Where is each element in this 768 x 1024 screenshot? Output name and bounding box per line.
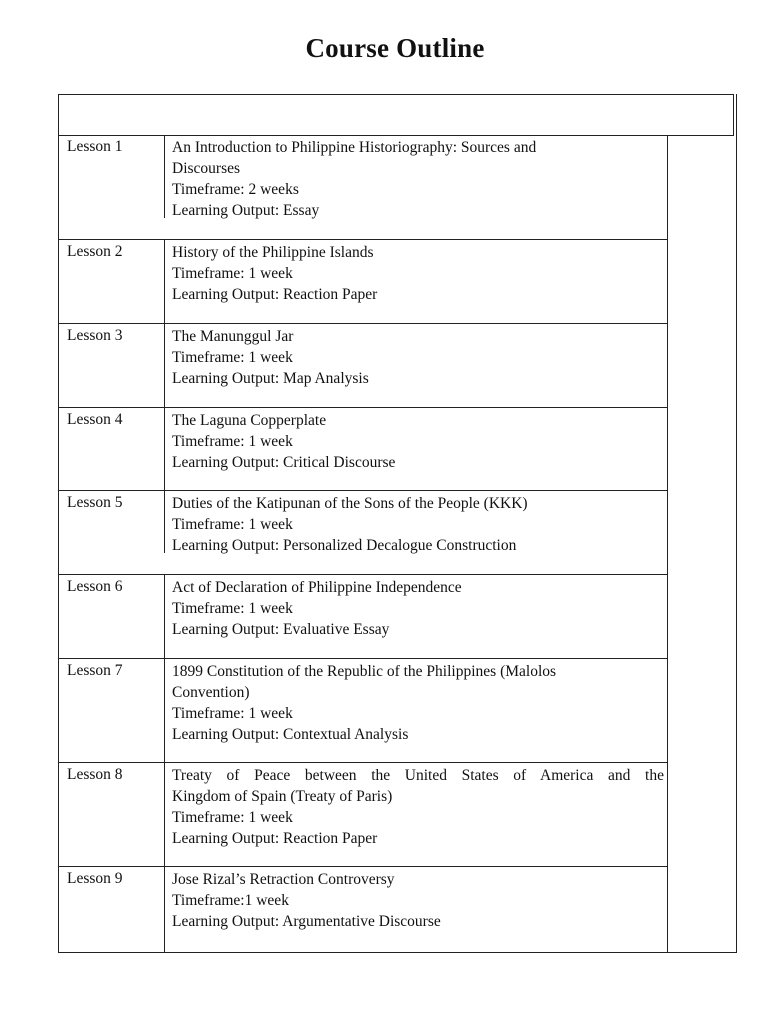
column-divider: [164, 135, 165, 218]
lesson-learning-output: Learning Output: Critical Discourse: [172, 454, 396, 471]
lesson-row-8: [58, 763, 668, 867]
lesson-learning-output: Learning Output: Essay: [172, 202, 320, 219]
lesson-content: [172, 765, 664, 849]
lesson-label: Lesson 1: [67, 138, 123, 155]
lesson-content: [172, 326, 664, 389]
lesson-title-continued: Kingdom of Spain (Treaty of Paris): [172, 788, 393, 805]
lesson-row-3: [58, 324, 668, 408]
lesson-title: Act of Declaration of Philippine Independence: [172, 579, 462, 596]
lesson-label: Lesson 2: [67, 243, 123, 260]
lesson-content: [172, 577, 664, 640]
lesson-learning-output: Learning Output: Reaction Paper: [172, 286, 378, 303]
lesson-title: History of the Philippine Islands: [172, 244, 374, 261]
lesson-title: An Introduction to Philippine Historiography: Sources and: [172, 139, 537, 156]
lesson-title: 1899 Constitution of the Republic of the Philippines (Malolos: [172, 663, 557, 680]
column-divider: [164, 491, 165, 553]
lesson-timeframe: Timeframe:1 week: [172, 892, 289, 909]
lesson-learning-output: Learning Output: Personalized Decalogue Construction: [172, 537, 517, 554]
lesson-label: Lesson 5: [67, 494, 123, 511]
lesson-label: Lesson 7: [67, 662, 123, 679]
lesson-content: [172, 137, 664, 221]
lesson-content: [172, 869, 664, 932]
lesson-title: The Laguna Copperplate: [172, 412, 327, 429]
lesson-label: Lesson 8: [67, 766, 123, 783]
column-divider: [164, 240, 165, 324]
column-divider: [164, 324, 165, 408]
lesson-row-2: [58, 240, 668, 324]
lesson-learning-output: Learning Output: Map Analysis: [172, 370, 369, 387]
table-header-row: [58, 94, 734, 136]
lesson-learning-output: Learning Output: Argumentative Discourse: [172, 913, 441, 930]
lesson-timeframe: Timeframe: 1 week: [172, 705, 293, 722]
lesson-timeframe: Timeframe: 1 week: [172, 809, 293, 826]
lesson-row-6: [58, 575, 668, 659]
column-divider: [164, 575, 165, 659]
lesson-content: [172, 242, 664, 305]
lesson-timeframe: Timeframe: 2 weeks: [172, 181, 299, 198]
lesson-learning-output: Learning Output: Contextual Analysis: [172, 726, 409, 743]
lesson-title-continued: Convention): [172, 684, 250, 701]
lesson-row-7: [58, 659, 668, 763]
lesson-timeframe: Timeframe: 1 week: [172, 433, 293, 450]
lesson-learning-output: Learning Output: Reaction Paper: [172, 830, 378, 847]
column-divider: [164, 763, 165, 867]
lesson-timeframe: Timeframe: 1 week: [172, 600, 293, 617]
header-right-edge: [736, 94, 737, 136]
lesson-title: Jose Rizal’s Retraction Controversy: [172, 871, 395, 888]
lesson-row-1: [58, 135, 668, 240]
column-divider: [164, 867, 165, 952]
lesson-timeframe: Timeframe: 1 week: [172, 349, 293, 366]
lesson-label: Lesson 6: [67, 578, 123, 595]
lesson-label: Lesson 4: [67, 411, 123, 428]
lesson-row-4: [58, 408, 668, 491]
lesson-title: Treaty of Peace between the United States of America and the: [172, 767, 664, 784]
lesson-title: The Manunggul Jar: [172, 328, 294, 345]
lesson-content: [172, 493, 664, 556]
lesson-label: Lesson 9: [67, 870, 123, 887]
lesson-learning-output: Learning Output: Evaluative Essay: [172, 621, 390, 638]
lesson-label: Lesson 3: [67, 327, 123, 344]
column-divider: [164, 408, 165, 491]
column-divider: [164, 659, 165, 763]
page-title: Course Outline: [305, 33, 485, 63]
lesson-row-5: [58, 491, 668, 575]
lesson-title-continued: Discourses: [172, 160, 241, 177]
lesson-timeframe: Timeframe: 1 week: [172, 265, 293, 282]
lesson-title: Duties of the Katipunan of the Sons of the People (KKK): [172, 495, 528, 512]
lesson-content: [172, 410, 664, 473]
lesson-content: [172, 661, 664, 745]
lesson-row-9: [58, 867, 668, 952]
lesson-timeframe: Timeframe: 1 week: [172, 516, 293, 533]
